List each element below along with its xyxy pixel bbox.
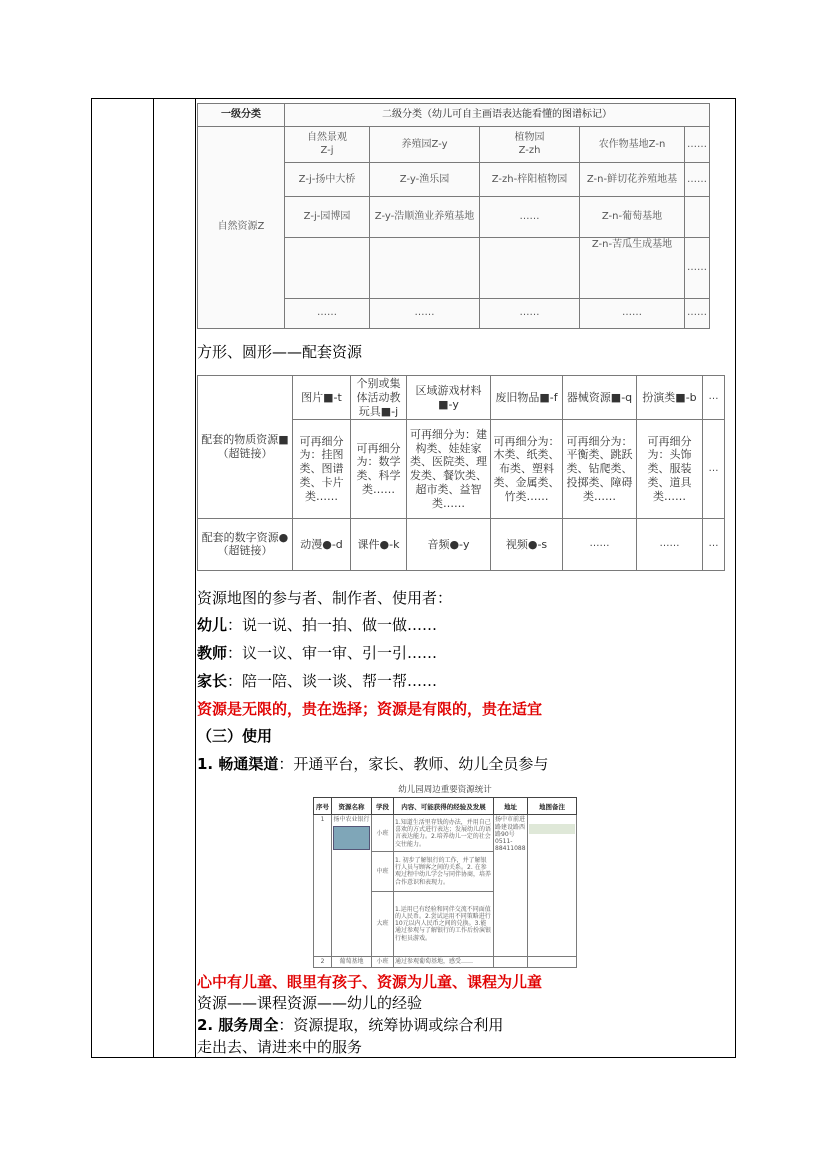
material-header: 扮演类■-b: [637, 376, 703, 420]
digital-item: ……: [563, 518, 637, 570]
content-cell: [197, 99, 737, 1057]
stats-content: 通过参观葡萄基地，感受……: [394, 956, 494, 967]
stats-header: 地址: [494, 798, 528, 815]
class-row-label: 自然资源Z: [198, 127, 285, 329]
class-cell: ……: [685, 163, 710, 197]
stats-title: 幼儿园周边重要资源统计: [398, 785, 492, 795]
stats-header: 学段: [372, 798, 394, 815]
line-shapes: 方形、圆形——配套资源: [197, 343, 363, 361]
parent-label: 家长: [197, 672, 228, 690]
stats-header: 内容、可能获得的经验及发展: [394, 798, 494, 815]
class-cell: 养殖园Z-y: [370, 127, 480, 163]
digital-item: 动漫●-d: [293, 518, 351, 570]
material-detail: 可再细分为：挂图类、图谱类、卡片类……: [293, 420, 351, 518]
class-cell: Z-j-扬中大桥: [285, 163, 370, 197]
material-detail: 可再细分为：平衡类、跳跃类、钻爬类、投掷类、障碍类……: [563, 420, 637, 518]
class-cell: Z-y-渔乐园: [370, 163, 480, 197]
channel-label: 1. 畅通渠道: [197, 755, 279, 773]
class-cell: Z-n-鲜切花养殖地基: [580, 163, 685, 197]
stats-name: 葡萄基地: [332, 956, 372, 967]
material-detail: 可再细分为：建构类、娃娃家类、医院类、理发类、餐饮类、超市类、益智类……: [407, 420, 491, 518]
class-header-2: 二级分类（幼儿可自主画语表达能看懂的图谱标记）: [285, 104, 710, 127]
map-thumbnail: [529, 824, 575, 834]
class-cell: ……: [685, 127, 710, 163]
classification-table-image: [197, 103, 710, 329]
class-cell: ……: [370, 299, 480, 329]
line-service: [197, 1015, 503, 1035]
table-column-1: [92, 99, 154, 1057]
line-principle: 资源是无限的，贵在选择；资源是有限的，贵在适宜: [197, 700, 543, 718]
material-detail: 可再细分为：数学类、科学类……: [351, 420, 407, 518]
stats-content: 1.知道生活里存钱的办法，并用自己喜欢的方式进行表达；发展幼儿的语言表达能力。2.培养幼儿一定的社会交往能力。: [394, 815, 494, 852]
stats-address: 扬中市前进路建设路西路90号 0511-88411088: [494, 815, 528, 956]
class-cell: 农作物基地Z-n: [580, 127, 685, 163]
stats-grade: 中班: [372, 852, 394, 891]
stats-table-image: [313, 783, 577, 968]
class-cell: Z-n-苦瓜生成基地: [580, 237, 685, 299]
material-header: 个别或集体活动教玩具■-j: [351, 376, 407, 420]
stats-empty: [528, 956, 577, 967]
class-cell: Z-y-浩顺渔业养殖基地: [370, 197, 480, 237]
stats-header: 序号: [314, 798, 332, 815]
stats-index: 1: [314, 815, 332, 956]
line-teacher: [197, 643, 437, 663]
stats-grade: 小班: [372, 956, 394, 967]
class-cell: ……: [685, 237, 710, 299]
class-cell: ……: [480, 197, 580, 237]
line-parent: [197, 671, 437, 691]
class-cell: ……: [685, 299, 710, 329]
material-header: …: [703, 376, 725, 420]
digital-item: 音频●-y: [407, 518, 491, 570]
material-header: 废旧物品■-f: [491, 376, 563, 420]
material-detail: 可再细分为：木类、纸类、布类、塑料类、金属类、竹类……: [491, 420, 563, 518]
document-table-frame: [91, 98, 736, 1058]
class-cell: [480, 237, 580, 299]
class-cell: [285, 237, 370, 299]
class-cell: ……: [480, 299, 580, 329]
stats-content: 1. 初步了解银行的工作，并了解银行人员与顾客之间的关系。2. 在参观过程中幼儿学会与同伴协商，培养合作意识和表现力。: [394, 852, 494, 891]
stats-grade: 大班: [372, 891, 394, 956]
stats-grade: 小班: [372, 815, 394, 852]
bank-photo: [333, 826, 370, 850]
stats-content: 1.运用已有经验和同伴交流不同面值的人民币。2.尝试运用不同策略进行10元以内人民币之间的兑换。3.能通过参观与了解银行的工作后扮演银行柜员游戏。: [394, 891, 494, 956]
stats-empty: [494, 956, 528, 967]
digital-item: 课件●-k: [351, 518, 407, 570]
line-child: [197, 615, 437, 635]
material-header: 区域游戏材料■-y: [407, 376, 491, 420]
service-text: ：资源提取，统筹协调或综合利用: [278, 1016, 504, 1034]
digital-item: ……: [637, 518, 703, 570]
stats-name-cell: [332, 815, 372, 956]
class-header-1: 一级分类: [198, 104, 285, 127]
digital-item: …: [703, 518, 725, 570]
class-cell: 植物园 Z-zh: [480, 127, 580, 163]
child-label: 幼儿: [197, 616, 228, 634]
stats-name: 扬中农业银行: [333, 816, 370, 824]
class-cell: ……: [580, 299, 685, 329]
line-participants: 资源地图的参与者、制作者、使用者：: [197, 589, 453, 607]
class-cell: [370, 237, 480, 299]
line-resource-chain: 资源——课程资源——幼儿的经验: [197, 994, 423, 1012]
parent-text: ：陪一陪、谈一谈、帮一帮……: [227, 672, 438, 690]
class-cell: Z-zh-梓阳植物园: [480, 163, 580, 197]
stats-header: 地图备注: [528, 798, 577, 815]
class-cell: Z-n-葡萄基地: [580, 197, 685, 237]
child-text: ：说一说、拍一拍、做一做……: [227, 616, 438, 634]
stats-index: 2: [314, 956, 332, 967]
section-heading: （三）使用: [197, 727, 273, 745]
class-cell: ……: [285, 299, 370, 329]
material-header: 图片■-t: [293, 376, 351, 420]
teacher-text: ：议一议、审一审、引一引……: [227, 644, 438, 662]
class-cell: 自然景观 Z-j: [285, 127, 370, 163]
table-column-2: [154, 99, 196, 1057]
material-detail: …: [703, 420, 725, 518]
stats-header: 资源名称: [332, 798, 372, 815]
resource-table-image: [197, 375, 725, 571]
class-cell: [685, 197, 710, 237]
digital-item: 视频●-s: [491, 518, 563, 570]
line-heart: 心中有儿童、眼里有孩子、资源为儿童、课程为儿童: [197, 973, 543, 991]
material-label: 配套的物质资源■ （超链接）: [198, 376, 293, 519]
material-detail: 可再细分为：头饰类、服装类、道具类……: [637, 420, 703, 518]
stats-map-note: [528, 815, 577, 956]
material-header: 器械资源■-q: [563, 376, 637, 420]
digital-label: 配套的数字资源● （超链接）: [198, 518, 293, 570]
line-channel: [197, 754, 548, 774]
service-label: 2. 服务周全: [197, 1016, 279, 1034]
class-cell: Z-j-园博园: [285, 197, 370, 237]
line-go-out: 走出去、请进来中的服务: [197, 1038, 363, 1056]
teacher-label: 教师: [197, 644, 228, 662]
channel-text: ：开通平台，家长、教师、幼儿全员参与: [278, 755, 549, 773]
